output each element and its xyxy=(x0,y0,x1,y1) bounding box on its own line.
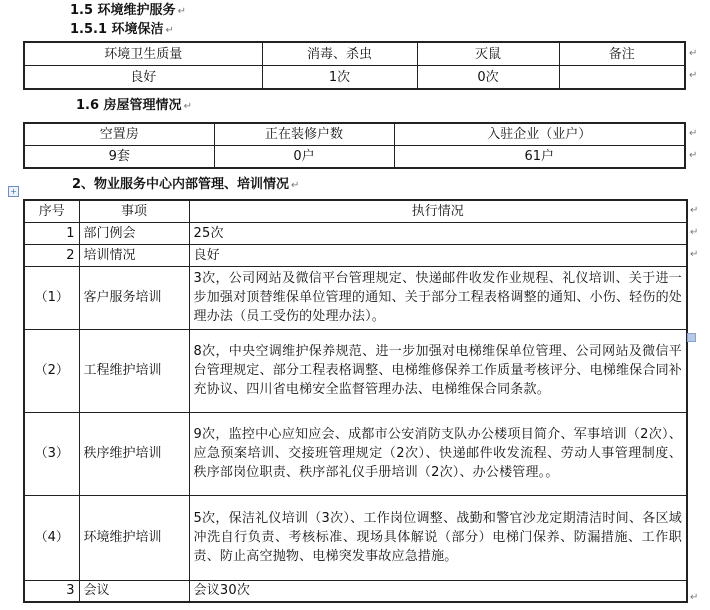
table-header-row xyxy=(24,42,685,66)
table-cell: 良好 xyxy=(24,66,262,90)
row-item: 工程维护培训 xyxy=(79,329,189,412)
table-cell: 0户 xyxy=(214,146,394,169)
table-cell: 61户 xyxy=(394,146,685,169)
section-heading-1-5-1: 1.5.1 环境保洁 ↵ xyxy=(70,22,174,37)
house-management-table xyxy=(23,122,686,169)
row-number: 3 xyxy=(24,580,79,602)
row-item: 培训情况 xyxy=(79,244,189,266)
header-cell: 消毒、杀虫 xyxy=(262,42,417,66)
table-cell xyxy=(559,66,685,90)
row-end-mark: ↵ xyxy=(689,70,698,81)
table-row xyxy=(24,412,687,495)
table-row xyxy=(24,329,687,412)
header-cell: 事项 xyxy=(79,200,189,222)
table-row xyxy=(24,222,687,244)
row-end-mark: ↵ xyxy=(689,48,698,59)
header-cell: 序号 xyxy=(24,200,79,222)
table-row xyxy=(24,146,685,169)
header-cell: 备注 xyxy=(559,42,685,66)
row-item: 秩序维护培训 xyxy=(79,412,189,495)
row-end-mark: ↵ xyxy=(690,249,699,260)
header-cell: 正在装修户数 xyxy=(214,123,394,146)
header-cell: 环境卫生质量 xyxy=(24,42,262,66)
table-cell: 9套 xyxy=(24,146,214,169)
table-resize-handle-icon[interactable] xyxy=(687,333,696,342)
row-number: （3） xyxy=(24,412,79,495)
table-header-row xyxy=(24,123,685,146)
table-row xyxy=(24,580,687,602)
row-end-mark: ↵ xyxy=(689,128,698,139)
training-table xyxy=(23,199,688,603)
header-cell: 执行情况 xyxy=(189,200,687,222)
row-detail: 3次，公司网站及微信平台管理规定、快递邮件收发作业规程、礼仪培训、关于进一步加强对顶替维保单位管理的通知、关于部分工程表格调整的通知、小伤、轻伤的处理办法（员工受伤的处理办法）。 xyxy=(189,266,687,329)
table-cell: 1次 xyxy=(262,66,417,90)
row-item: 部门例会 xyxy=(79,222,189,244)
row-item: 环境维护培训 xyxy=(79,495,189,580)
table-row xyxy=(24,495,687,580)
row-end-mark: ↵ xyxy=(690,227,699,238)
section-heading-2: 2、物业服务中心内部管理、培训情况 ↵ xyxy=(72,177,300,192)
table-row xyxy=(24,244,687,266)
row-number: （1） xyxy=(24,266,79,329)
row-end-mark: ↵ xyxy=(690,592,699,603)
section-heading-1-5: 1.5 环境维护服务 ↵ xyxy=(70,3,186,18)
row-number: （2） xyxy=(24,329,79,412)
section-heading-1-6: 1.6 房屋管理情况 ↵ xyxy=(76,98,192,113)
row-end-mark: ↵ xyxy=(689,150,698,161)
table-header-row xyxy=(24,200,687,222)
row-number: （4） xyxy=(24,495,79,580)
row-detail: 良好 xyxy=(189,244,687,266)
row-detail: 25次 xyxy=(189,222,687,244)
header-cell: 入驻企业（业户） xyxy=(394,123,685,146)
row-detail: 5次，保洁礼仪培训（3次）、工作岗位调整、战勤和警官沙龙定期清洁时间、各区域冲洗自行负责、考核标准、现场具体解说（部分）电梯门保养、防漏措施、工作职责、防止高空抛物、电梯突发事故应急措施。 xyxy=(189,495,687,580)
header-cell: 空置房 xyxy=(24,123,214,146)
table-row xyxy=(24,66,685,90)
table-row xyxy=(24,266,687,329)
row-end-mark: ↵ xyxy=(690,205,699,216)
row-number: 1 xyxy=(24,222,79,244)
table-cell: 0次 xyxy=(417,66,559,90)
row-item: 会议 xyxy=(79,580,189,602)
row-detail: 9次，监控中心应知应会、成都市公安消防支队办公楼项目简介、军事培训（2次）、应急预案培训、交接班管理规定（2次）、快递邮件收发流程、劳动人事管理制度、秩序部岗位职责、秩序部礼仪手册培训（2次）、办公楼管理。。 xyxy=(189,412,687,495)
row-detail: 会议30次 xyxy=(189,580,687,602)
row-number: 2 xyxy=(24,244,79,266)
row-item: 客户服务培训 xyxy=(79,266,189,329)
env-cleaning-table xyxy=(23,41,686,90)
row-detail: 8次，中央空调维护保养规范、进一步加强对电梯维保单位管理、公司网站及微信平台管理规定、部分工程表格调整、电梯维修保养工作质量考核评分、电梯维保合同补充协议、四川省电梯安全监督管理办法、电梯维保合同条款。 xyxy=(189,329,687,412)
header-cell: 灭鼠 xyxy=(417,42,559,66)
table-move-handle-icon[interactable]: + xyxy=(8,186,19,197)
